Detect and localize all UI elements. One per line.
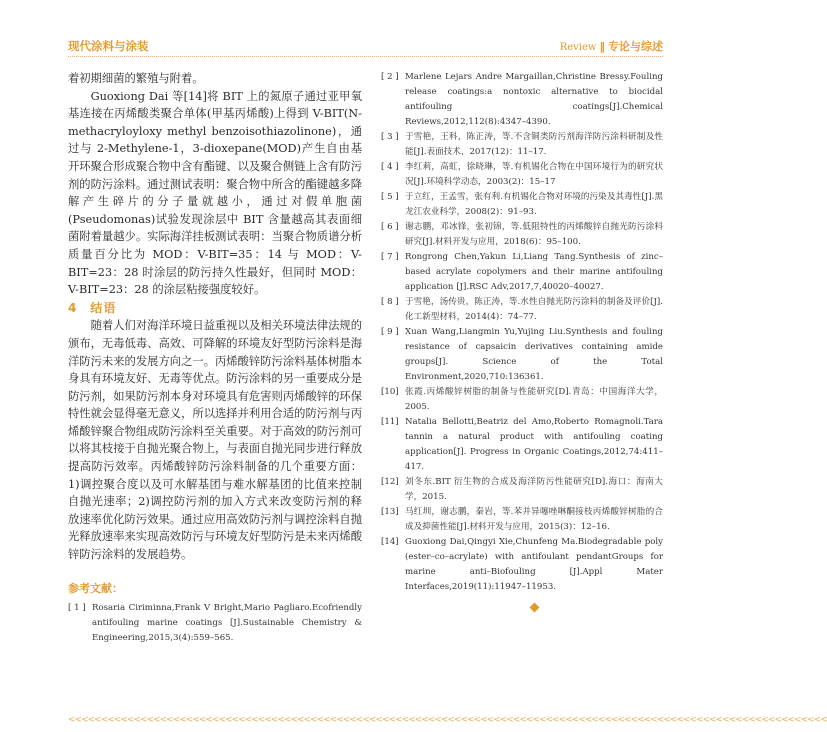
reference-item <box>381 415 663 475</box>
section-heading-conclusion: 4 结语 <box>68 300 117 315</box>
paragraph-dai-study: Guoxiong Dai 等[14]将 BIT 上的氮原子通过亚甲氧基连接在丙烯酸类聚合单体(甲基丙烯酸)上得到 V-BIT(N-methacryloyloxy methyl benzoisothiazolinone)，通过与 2-Methylene-1，3-dioxepane(MOD)产生自由基开环聚合形成聚合物中含有酯键、以及聚合侧链上含有防污剂的防污涂料。通过测试表明：聚合物中所含的酯键越多降解产生碎片的分子量就越小，通过对假单胞菌(Pseudomonas)试验发现涂层中 BIT 含量越高其表面细菌附着量越少。实际海洋挂板测试表明：当聚合物质谱分析质量百分比为 MOD：V-BIT=35：14 与 MOD：V-BIT=23：28 时涂层的防污持久性最好，但同时 MOD：V-BIT=23：28 的涂层粘接强度较好。 <box>68 89 362 297</box>
reference-text: Guoxiong Dai,Qingyi Xie,Chunfeng Ma.Biodegradable poly (ester–co–acrylate) with antifoulant pendantGroups for marine anti–Biofouling [J].Appl Mater Interfaces,2019(11):11947–11953. <box>405 537 663 592</box>
reference-text: Marlene Lejars Andre Margaillan,Christine Bressy.Fouling release coatings:a nontoxic alternative to biocidal antifouling coatings[J].Chemical Reviews,2012,112(8):4347–4390. <box>405 72 663 127</box>
reference-number: [10] <box>381 387 399 397</box>
references-heading: 参考文献： <box>68 581 123 595</box>
reference-number: [ 2 ] <box>381 72 399 82</box>
reference-item <box>381 505 663 535</box>
reference-text: 于雪艳，汤传贵，陈正涛，等.水性自抛光防污涂料的制备及评价[J].化工新型材料，2014(4)：74–77. <box>405 297 663 322</box>
reference-item <box>381 295 663 325</box>
reference-item <box>381 325 663 385</box>
reference-number: [ 4 ] <box>381 162 399 172</box>
reference-text: 张霞.丙烯酸锌树脂的制备与性能研究[D].青岛：中国海洋大学，2005. <box>405 387 663 412</box>
reference-text: 于雪艳，王科，陈正涛，等.不含铜类防污剂海洋防污涂料研制及性能[J].表面技术，2017(12)：11–17. <box>405 132 663 157</box>
reference-number: [ 6 ] <box>381 222 399 232</box>
reference-number: [11] <box>381 417 399 427</box>
section-name-cn: 专论与综述 <box>608 40 663 53</box>
header-rule <box>68 56 663 57</box>
reference-text: Xuan Wang,Liangmin Yu,Yujing Liu.Synthesis and fouling resistance of capsaicin derivatives containing amide groups[J]. Science of the Total Environment,2020,710:136361. <box>405 327 663 382</box>
section-separator: ‖ <box>599 40 605 53</box>
reference-item <box>381 385 663 415</box>
section-header <box>560 38 663 54</box>
reference-item <box>381 190 663 220</box>
end-mark <box>381 597 663 616</box>
reference-number: [ 5 ] <box>381 192 399 202</box>
reference-item <box>381 70 663 130</box>
reference-number: [ 9 ] <box>381 327 399 337</box>
reference-item <box>381 160 663 190</box>
paragraph-conclusion: 随着人们对海洋环境日益重视以及相关环境法律法规的颁布，无毒低毒、高效、可降解的环境友好型防污涂料是海洋防污未来的发展方向之一。丙烯酸锌防污涂料基体树脂本身具有环境友好、无毒等优点。防污涂料的另一重要成分是防污剂，如果防污剂本身对环境具有危害则丙烯酸锌的环保特性就会显得毫无意义，所以选择并利用合适的防污剂与丙烯酸锌聚合物组成防污涂料至关重要。对于高效的防污剂可以将其枝接于自抛光聚合物上，与表面自抛光同步进行释放提高防污效率。丙烯酸锌防污涂料制备的几个重要方面：1)调控聚合度以及可水解基团与难水解基团的比值来控制自抛光速率；2)调控防污剂的加入方式来改变防污剂的释放速率优化防污效果。通过应用高效防污剂与调控涂料自抛光释放速率来实现高效防污与环境友好型防污是未来丙烯酸锌防污涂料的发展趋势。 <box>68 319 362 562</box>
reference-text: 谢志鹏，邓冰锋，张初锦，等.低阻特性的丙烯酸锌自抛光防污涂料研究[J].材料开发与应用，2018(6)：95–100. <box>405 222 663 247</box>
left-column <box>68 70 362 646</box>
reference-number: [ 3 ] <box>381 132 399 142</box>
section-name-en: Review <box>559 42 597 53</box>
reference-item <box>381 220 663 250</box>
reference-item <box>68 601 362 646</box>
reference-number: [ 1 ] <box>68 603 86 614</box>
reference-number: [ 7 ] <box>381 252 399 262</box>
reference-text: Rongrong Chen,Yakun Li,Liang Tang.Synthesis of zinc–based acrylate copolymers and their marine antifouling application [J].RSC Adv,2017,7,40020–40027. <box>405 252 663 292</box>
reference-text: 于立红，王孟雪，张有利.有机锡化合物对环境的污染及其毒性[J].黑龙江农业科学，2008(2)：91–93. <box>405 192 663 217</box>
reference-text: 李红莉，高虹，徐晓琳，等.有机锡化合物在中国环境行为的研究状况[J].环境科学动态，2003(2)：15–17 <box>405 162 663 187</box>
reference-item <box>381 535 663 595</box>
reference-number: [14] <box>381 537 399 547</box>
reference-item <box>381 250 663 295</box>
end-diamond-icon <box>530 603 540 613</box>
paragraph-continuation: 着初期细菌的繁殖与附着。 <box>68 72 204 85</box>
reference-number: [12] <box>381 477 399 487</box>
reference-number: [ 8 ] <box>381 297 399 307</box>
footer-chevron-rule: <<<<<<<<<<<<<<<<<<<<<<<<<<<<<<<<<<<<<<<<<<<<<<<<<<<<<<<<<<<<<<<<<<<<<<<<<<<<<<<<<<<<<<<<<<<<<<<<<<<<<<<<<<<<<<<<<<<< <box>68 715 827 725</box>
reference-text: 马红圳，谢志鹏，秦岩，等.苯并异噻唑啉酮接枝丙烯酸锌树脂的合成及抑菌性能[J].材料开发与应用，2015(3)：12–16. <box>405 507 663 532</box>
right-column <box>381 70 663 616</box>
reference-text: Natalia Bellotti,Beatriz del Amo,Roberto Romagnoli.Tara tannin a natural product with antifouling coating application[J]. Progress in Organic Coatings,2012,74:411–417. <box>405 417 663 472</box>
reference-item <box>381 130 663 160</box>
reference-item <box>381 475 663 505</box>
journal-name: 现代涂料与涂装 <box>68 39 149 53</box>
reference-number: [13] <box>381 507 399 517</box>
reference-text: 刘冬东.BIT 衍生物的合成及海洋防污性能研究[D].海口：海南大学，2015. <box>405 477 663 502</box>
reference-text: Rosaria Ciriminna,Frank V Bright,Mario Pagliaro.Ecofriendly antifouling marine coatings [J].Sustainable Chemistry & Engineering,2015,3(4):559–565. <box>92 603 362 644</box>
